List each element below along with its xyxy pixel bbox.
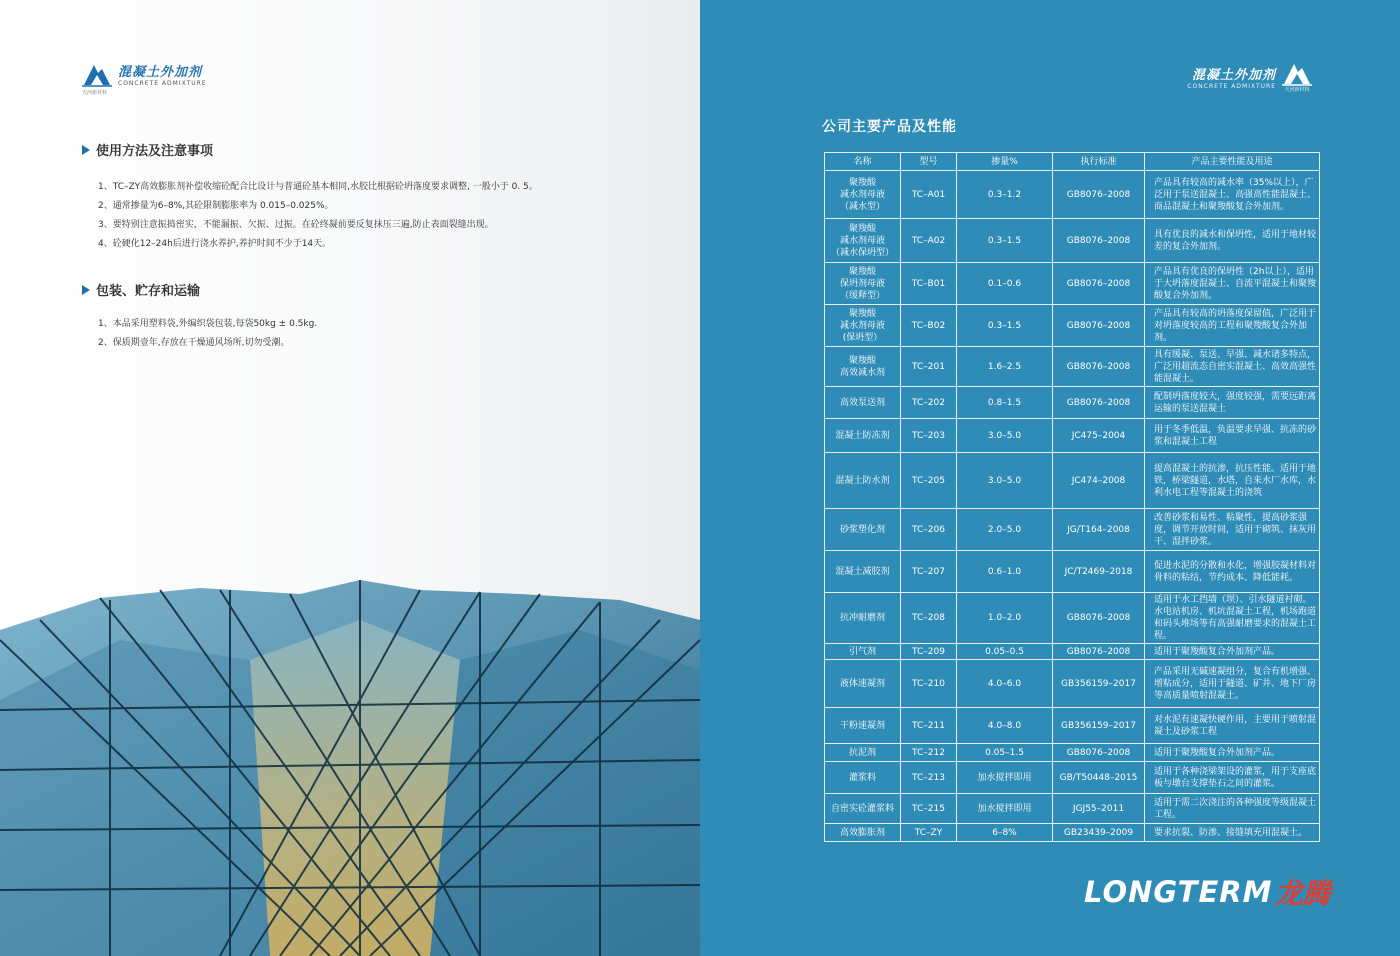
cell-model: TC–203 xyxy=(901,419,957,453)
cell-model: TC–213 xyxy=(901,762,957,794)
cell-model: TC–212 xyxy=(901,744,957,762)
cell-name: 砂浆塑化剂 xyxy=(825,509,901,551)
cell-usage: 适用于聚羧酸复合外加剂产品。 xyxy=(1145,644,1320,660)
cell-usage: 对水泥有速凝快硬作用，主要用于喷射混凝土及砂浆工程 xyxy=(1145,708,1320,744)
table-row xyxy=(825,387,1320,419)
table-row xyxy=(825,509,1320,551)
glass-building-image xyxy=(0,580,700,956)
table-row xyxy=(825,644,1320,660)
list-item: 2、通常掺量为6–8%,其砼限制膨胀率为 0.015–0.025%。 xyxy=(98,201,334,211)
cell-usage: 产品具有较高的减水率（35%以上），广泛用于泵送混凝土、高强高性能混凝土、商品混凝土和聚羧酸复合外加剂。 xyxy=(1145,171,1320,219)
cell-dosage: 3.0–5.0 xyxy=(957,419,1053,453)
cell-usage: 适用于需二次浇注的各种强度等级混凝土工程。 xyxy=(1145,794,1320,824)
cell-model: TC–B01 xyxy=(901,263,957,305)
arrow-right-icon xyxy=(82,145,90,155)
logo-cn-text: 混凝土外加剂 xyxy=(1191,67,1276,83)
cell-model: TC–209 xyxy=(901,644,957,660)
logo-en-text: CONCRETE ADMIXTURE xyxy=(118,80,207,87)
col-header-dosage: 掺量% xyxy=(957,153,1053,171)
cell-usage: 产品具有较高的坍落度保留值，广泛用于对坍落度较高的工程和聚羧酸复合外加剂。 xyxy=(1145,305,1320,347)
cell-name: 聚羧酸 减水剂母液 （减水保坍型） xyxy=(825,219,901,263)
logo-company-text: 天河新材料 xyxy=(82,90,108,96)
cell-name: 干粉速凝剂 xyxy=(825,708,901,744)
table-row xyxy=(825,347,1320,387)
cell-usage: 促进水泥的分散和水化，增强胶凝材料对骨料的粘结，节约成本、降低能耗。 xyxy=(1145,551,1320,593)
table-row xyxy=(825,171,1320,219)
cell-dosage: 0.3–1.5 xyxy=(957,305,1053,347)
table-row xyxy=(825,305,1320,347)
cell-name: 高效泵送剂 xyxy=(825,387,901,419)
packing-list xyxy=(98,315,618,353)
cell-usage: 具有优良的减水和保坍性，适用于地材较差的复合外加剂。 xyxy=(1145,219,1320,263)
cell-name: 液体速凝剂 xyxy=(825,660,901,708)
cell-model: TC–201 xyxy=(901,347,957,387)
cell-name: 聚羧酸 保坍剂母液 （缓释型） xyxy=(825,263,901,305)
table-row xyxy=(825,219,1320,263)
cell-dosage: 0.8–1.5 xyxy=(957,387,1053,419)
cell-name: 聚羧酸 减水剂母液 (保坍型） xyxy=(825,305,901,347)
cell-name: 抗冲耐磨剂 xyxy=(825,593,901,644)
cell-usage: 具有缓凝、泵送、早强、减水诸多特点，广泛用超流态自密实混凝土、高效高强性能混凝土。 xyxy=(1145,347,1320,387)
cell-standard: JC475–2004 xyxy=(1053,419,1145,453)
mountain-logo-icon xyxy=(1282,60,1312,86)
table-row xyxy=(825,744,1320,762)
cell-dosage: 4.0–8.0 xyxy=(957,708,1053,744)
cell-name: 聚羧酸 减水剂母液 （减水型） xyxy=(825,171,901,219)
col-header-name: 名称 xyxy=(825,153,901,171)
usage-title-text: 使用方法及注意事项 xyxy=(96,144,214,159)
table-row xyxy=(825,660,1320,708)
cell-usage: 适用于聚羧酸复合外加剂产品。 xyxy=(1145,744,1320,762)
cell-standard: GB/T50448–2015 xyxy=(1053,762,1145,794)
cell-usage: 改善砂浆和易性、粘聚性，提高砂浆强度，调节开放时间，适用于砌筑、抹灰用干、湿拌砂浆。 xyxy=(1145,509,1320,551)
cell-dosage: 3.0–5.0 xyxy=(957,453,1053,509)
cell-name: 混凝土防冻剂 xyxy=(825,419,901,453)
cell-dosage: 0.6–1.0 xyxy=(957,551,1053,593)
cell-standard: GB356159–2017 xyxy=(1053,708,1145,744)
cell-usage: 产品采用无碱速凝组分，复合有机增强、增粘成分，适用于隧道、矿井、地下厂房等高质量喷射混凝土。 xyxy=(1145,660,1320,708)
cell-name: 混凝土防水剂 xyxy=(825,453,901,509)
cell-model: TC–206 xyxy=(901,509,957,551)
logo-left xyxy=(82,61,207,87)
cell-standard: GB8076–2008 xyxy=(1053,219,1145,263)
cell-model: TC–211 xyxy=(901,708,957,744)
table-row xyxy=(825,453,1320,509)
cell-standard: JC474–2008 xyxy=(1053,453,1145,509)
col-header-model: 型号 xyxy=(901,153,957,171)
cell-usage: 适用于水工挡墙（坝）、引水隧道衬砌。水电站机房、机坑混凝土工程，机场跑道和码头堆场等有高强耐磨要求的混凝土工程。 xyxy=(1145,593,1320,644)
cell-usage: 适用于各种浇梁架设的灌浆，用于支座底板与墩台支撑垫石之间的灌浆。 xyxy=(1145,762,1320,794)
packing-title-text: 包装、贮存和运输 xyxy=(96,284,201,299)
list-item: 1、TC–ZY高效膨胀剂补偿收缩砼配合比设计与普通砼基本相同,水胶比根据砼坍落度要求调整, 一般小于 0. 5。 xyxy=(98,182,538,192)
logo-company-text: 天河新材料 xyxy=(1284,87,1310,93)
table-row xyxy=(825,794,1320,824)
cell-standard: GB8076–2008 xyxy=(1053,593,1145,644)
cell-dosage: 4.0–6.0 xyxy=(957,660,1053,708)
cell-standard: JGJ55–2011 xyxy=(1053,794,1145,824)
cell-standard: GB8076–2008 xyxy=(1053,744,1145,762)
logo-right xyxy=(1187,60,1312,93)
cell-name: 混凝土减胶剂 xyxy=(825,551,901,593)
cell-standard: GB8076–2008 xyxy=(1053,171,1145,219)
products-table xyxy=(824,152,1320,842)
usage-section-title xyxy=(82,140,213,159)
table-row xyxy=(825,263,1320,305)
cell-name: 引气剂 xyxy=(825,644,901,660)
cell-model: TC–B02 xyxy=(901,305,957,347)
cell-dosage: 0.3–1.2 xyxy=(957,171,1053,219)
cell-dosage: 0.05–0.5 xyxy=(957,644,1053,660)
table-header-row xyxy=(825,153,1320,171)
table-row xyxy=(825,551,1320,593)
cell-model: TC–210 xyxy=(901,660,957,708)
cell-standard: JC/T2469–2018 xyxy=(1053,551,1145,593)
table-row xyxy=(825,762,1320,794)
cell-dosage: 1.0–2.0 xyxy=(957,593,1053,644)
cell-dosage: 6–8% xyxy=(957,824,1053,842)
usage-list xyxy=(98,178,618,254)
table-row xyxy=(825,419,1320,453)
cell-model: TC–205 xyxy=(901,453,957,509)
longterm-brand xyxy=(1084,872,1330,912)
packing-section-title xyxy=(82,280,200,299)
cell-model: TC–208 xyxy=(901,593,957,644)
cell-name: 抗泥剂 xyxy=(825,744,901,762)
mountain-logo-icon xyxy=(82,61,112,87)
cell-usage: 要求抗裂、防渗、接缝填充用混凝土。 xyxy=(1145,824,1320,842)
brand-en-text: LONGTERM xyxy=(1084,875,1273,909)
cell-dosage: 0.05–1.5 xyxy=(957,744,1053,762)
table-row xyxy=(825,593,1320,644)
cell-model: TC–ZY xyxy=(901,824,957,842)
list-item: 2、保质期壹年,存放在干燥通风场所,切勿受潮。 xyxy=(98,338,290,348)
col-header-usage: 产品主要性能及用途 xyxy=(1145,153,1320,171)
cell-name: 灌浆料 xyxy=(825,762,901,794)
cell-usage: 用于冬季低温，负温要求早强、抗冻的砂浆和混凝土工程 xyxy=(1145,419,1320,453)
products-title: 公司主要产品及性能 xyxy=(822,119,957,135)
logo-en-text: CONCRETE ADMIXTURE xyxy=(1187,82,1276,90)
cell-standard: GB356159–2017 xyxy=(1053,660,1145,708)
cell-dosage: 2.0–5.0 xyxy=(957,509,1053,551)
cell-standard: JG/T164–2008 xyxy=(1053,509,1145,551)
col-header-standard: 执行标准 xyxy=(1053,153,1145,171)
brand-cn-text: 龙腾 xyxy=(1274,877,1331,910)
right-page xyxy=(700,0,1400,956)
cell-dosage: 1.6–2.5 xyxy=(957,347,1053,387)
cell-model: TC–A02 xyxy=(901,219,957,263)
cell-dosage: 加水搅拌即用 xyxy=(957,794,1053,824)
cell-model: TC–215 xyxy=(901,794,957,824)
arrow-right-icon xyxy=(82,285,90,295)
cell-standard: GB8076–2008 xyxy=(1053,263,1145,305)
cell-standard: GB8076–2008 xyxy=(1053,387,1145,419)
table-row xyxy=(825,708,1320,744)
cell-name: 自密实砼灌浆料 xyxy=(825,794,901,824)
cell-usage: 产品具有优良的保坍性（2h以上），适用于大坍落度混凝土、自流平混凝土和聚羧酸复合外加剂。 xyxy=(1145,263,1320,305)
cell-usage: 配制坍落度较大，强度较强，需要远距离运输的泵送混凝土 xyxy=(1145,387,1320,419)
logo-cn-text: 混凝土外加剂 xyxy=(118,65,203,80)
cell-model: TC–207 xyxy=(901,551,957,593)
cell-model: TC–A01 xyxy=(901,171,957,219)
list-item: 4、砼硬化12–24h后进行浇水养护,养护时间不少于14天。 xyxy=(98,239,332,249)
cell-dosage: 加水搅拌即用 xyxy=(957,762,1053,794)
cell-standard: GB8076–2008 xyxy=(1053,347,1145,387)
cell-usage: 提高混凝土的抗渗，抗压性能。适用于地铁，桥梁隧道，水塔，自来水厂水库，水利水电工程等混凝土的浇筑 xyxy=(1145,453,1320,509)
cell-name: 聚羧酸 高效减水剂 xyxy=(825,347,901,387)
cell-standard: GB23439–2009 xyxy=(1053,824,1145,842)
table-row xyxy=(825,824,1320,842)
cell-model: TC–202 xyxy=(901,387,957,419)
cell-standard: GB8076–2008 xyxy=(1053,305,1145,347)
cell-name: 高效膨胀剂 xyxy=(825,824,901,842)
list-item: 3、要特别注意振捣密实，不能漏振、欠振、过振。在砼终凝前要反复抹压三遍,防止表面裂缝出现。 xyxy=(98,220,494,230)
cell-dosage: 0.1–0.6 xyxy=(957,263,1053,305)
cell-dosage: 0.3–1.5 xyxy=(957,219,1053,263)
cell-standard: GB8076–2008 xyxy=(1053,644,1145,660)
list-item: 1、本品采用塑料袋,外编织袋包装,每袋50kg ± 0.5kg. xyxy=(98,319,318,329)
